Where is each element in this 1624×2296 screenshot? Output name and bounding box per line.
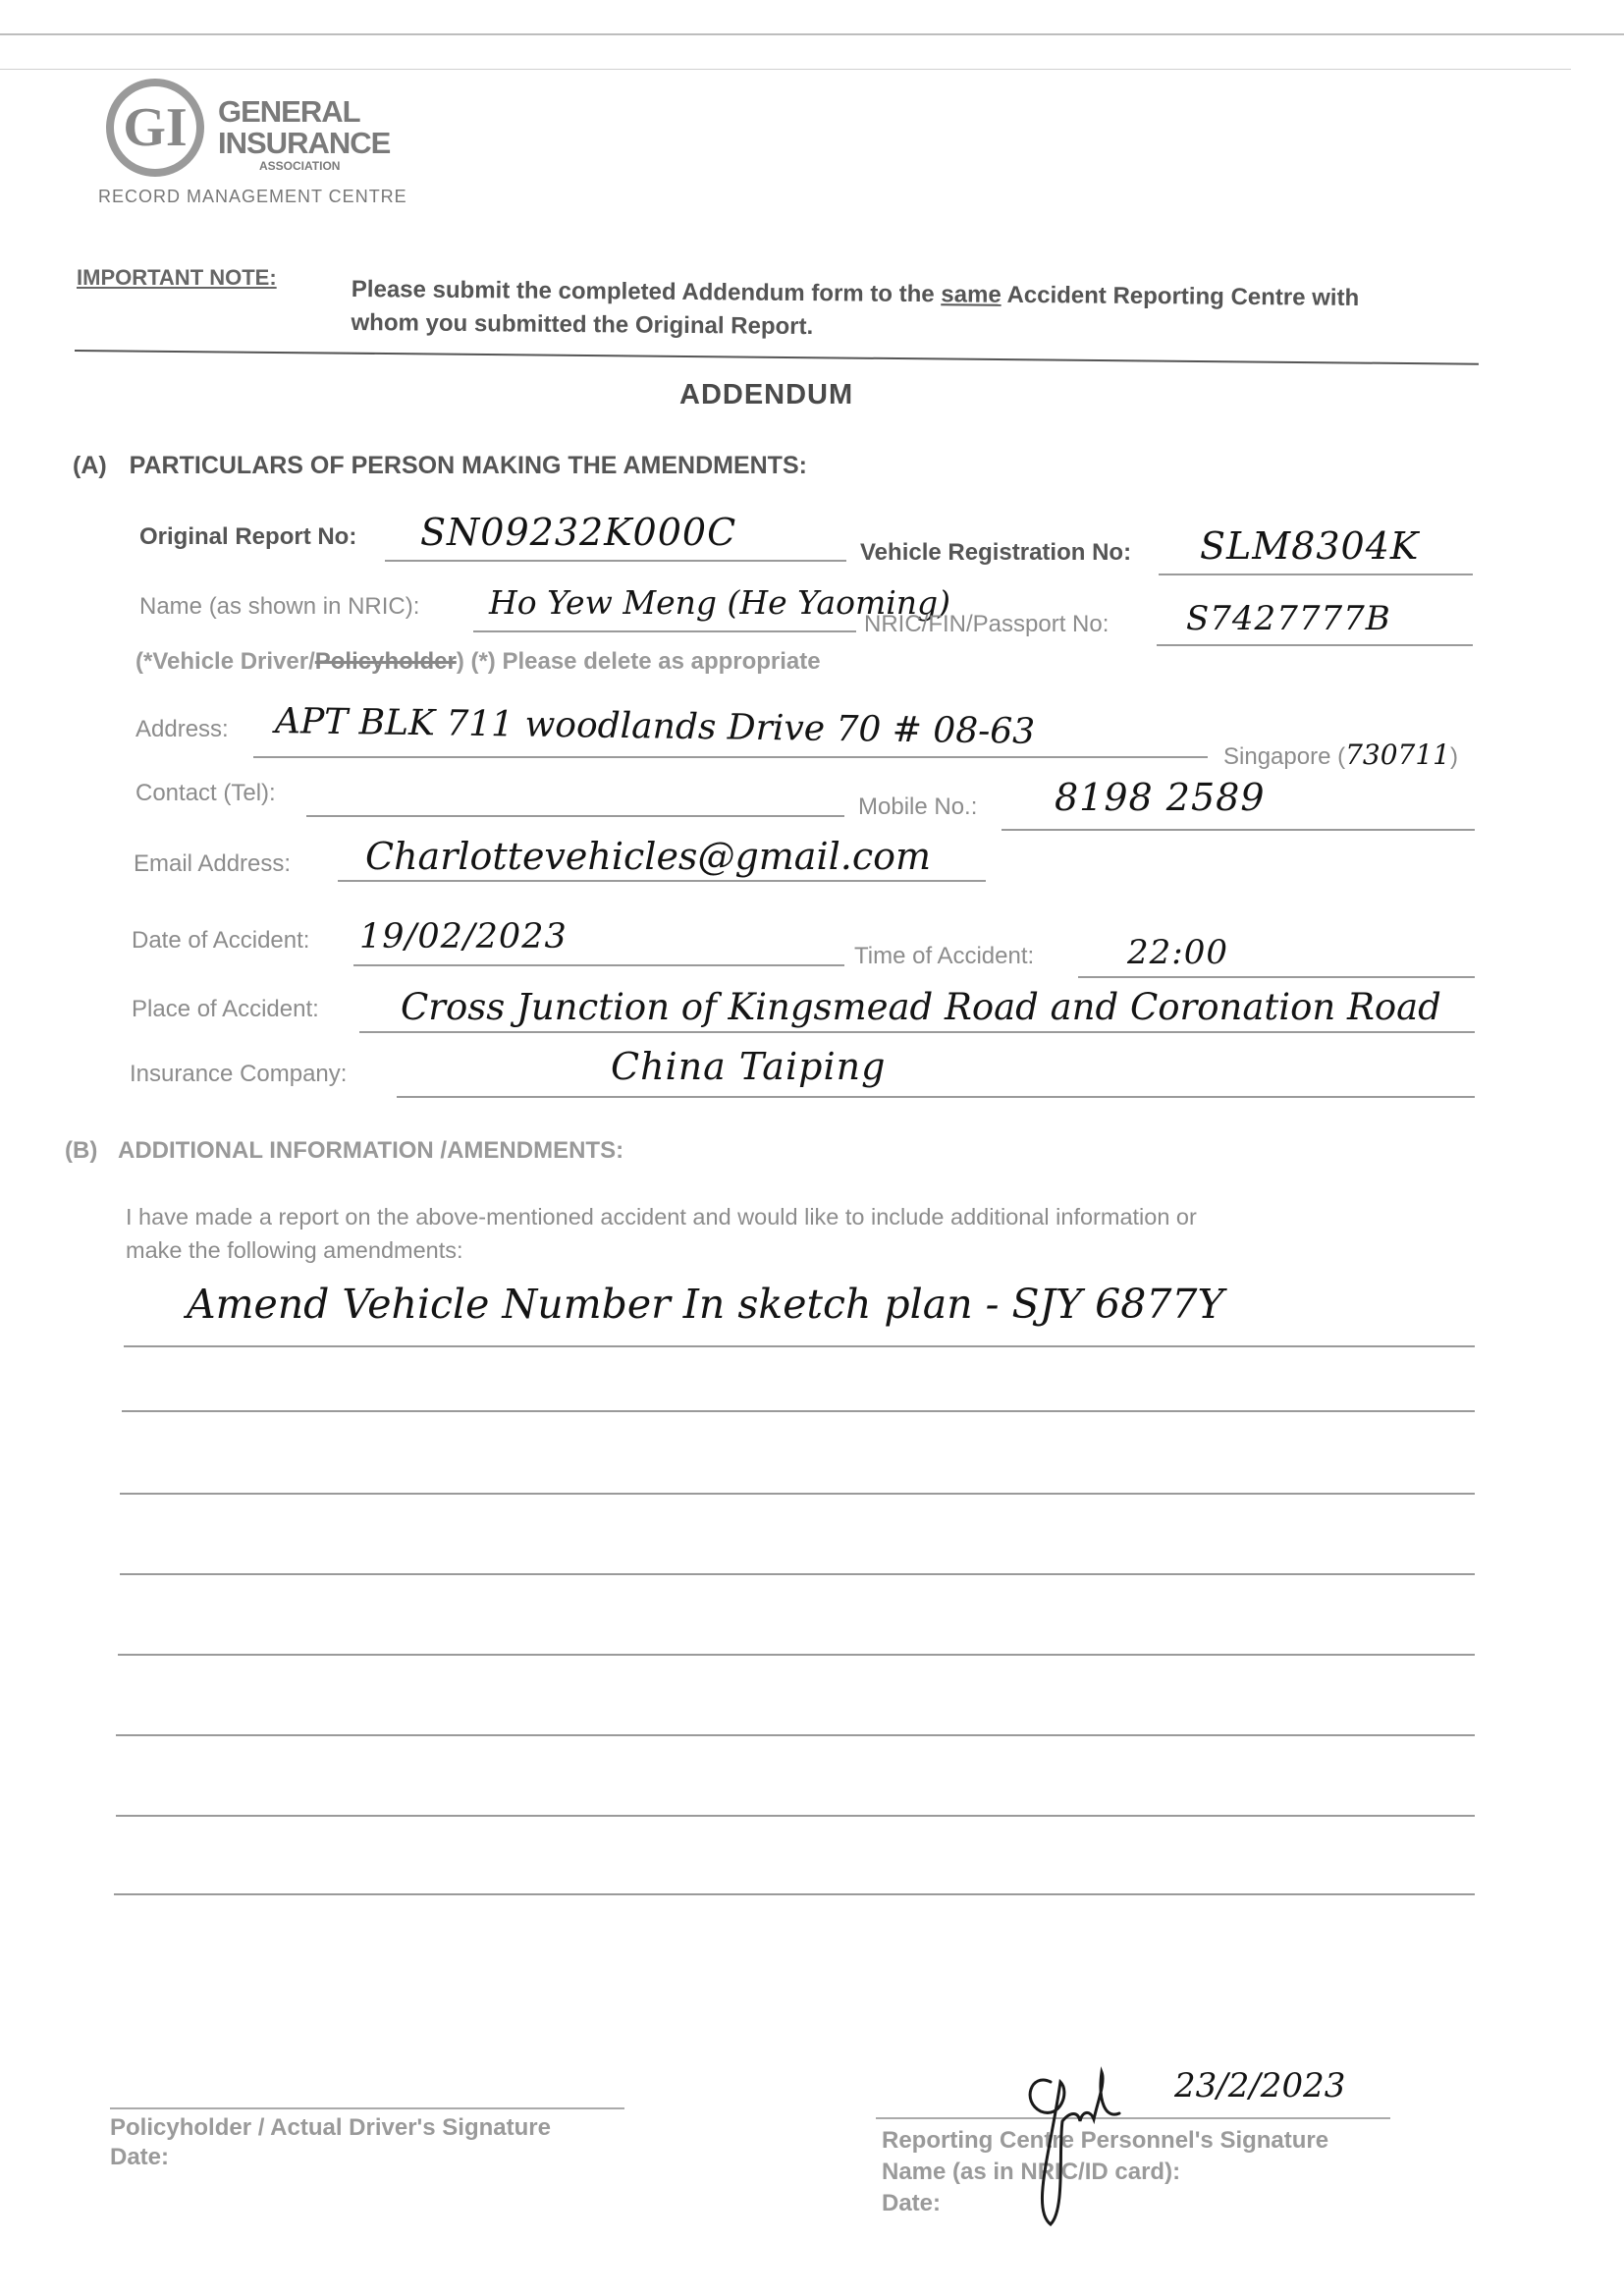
time-line (1078, 976, 1475, 978)
singapore-label: Singapore ( (1223, 743, 1346, 770)
personnel-name-label: Name (as in NRIC/ID card): (882, 2159, 1181, 2185)
intro-line2: make the following amendments: (126, 1237, 463, 1263)
report-no-value[interactable]: SN09232K000C (420, 511, 737, 554)
driver-signature-block (110, 2113, 551, 2172)
date-label: Date of Accident: (132, 927, 310, 954)
singapore-postal (1223, 738, 1458, 771)
amendment-line-2 (122, 1410, 1475, 1412)
singapore-close: ) (1449, 743, 1458, 770)
driver-signature-line (110, 2107, 624, 2109)
nric-value[interactable]: S7427777B (1186, 599, 1391, 638)
email-label: Email Address: (134, 850, 292, 877)
important-note-label: IMPORTANT NOTE: (77, 265, 277, 290)
section-b-heading (65, 1137, 623, 1165)
logo-line3: ASSOCIATION (259, 159, 341, 173)
place-value[interactable]: Cross Junction of Kingsmead Road and Coronation Road (401, 986, 1441, 1028)
mobile-value[interactable]: 8198 2589 (1055, 776, 1266, 819)
insurer-label: Insurance Company: (130, 1061, 348, 1087)
vehicle-reg-label: Vehicle Registration No: (860, 539, 1132, 566)
insurer-line (397, 1096, 1475, 1098)
section-b-letter: (B) (65, 1137, 98, 1164)
header-divider (75, 350, 1479, 365)
date-line (353, 964, 844, 966)
amendment-line-4 (120, 1573, 1475, 1575)
nric-label: NRIC/FIN/Passport No: (864, 611, 1110, 637)
amendment-line-1 (124, 1345, 1475, 1347)
amendment-line-8 (114, 1893, 1475, 1895)
contact-line (306, 815, 844, 817)
intro-line1: I have made a report on the above-mentioned accident and would like to include additional information or (126, 1204, 1197, 1230)
nric-line (1157, 644, 1473, 646)
section-a-title: PARTICULARS OF PERSON MAKING THE AMENDMENTS: (129, 452, 807, 479)
gia-logo-icon: GI (106, 79, 204, 177)
signed-date: 23/2/2023 (1174, 2066, 1346, 2105)
logo-line2: INSURANCE (218, 126, 391, 160)
note-text-after: Accident Reporting Centre with (1001, 281, 1360, 311)
section-a-heading (73, 452, 807, 480)
vehicle-reg-value[interactable]: SLM8304K (1200, 524, 1420, 568)
driver-date-label: Date: (110, 2144, 170, 2170)
name-label: Name (as shown in NRIC): (139, 593, 420, 620)
email-value[interactable]: Charlottevehicles@gmail.com (365, 835, 932, 878)
form-title: ADDENDUM (679, 379, 854, 410)
handwritten-signature-icon (992, 2043, 1188, 2239)
role-suffix: ) (*) Please delete as appropriate (456, 648, 821, 675)
section-b-title: ADDITIONAL INFORMATION /AMENDMENTS: (118, 1137, 624, 1164)
postal-value[interactable]: 730711 (1345, 738, 1450, 771)
contact-label: Contact (Tel): (135, 780, 276, 806)
amendment-line-3 (120, 1493, 1475, 1495)
mobile-label: Mobile No.: (858, 793, 978, 820)
personnel-signature-label: Reporting Centre Personnel's Signature (882, 2127, 1329, 2154)
amendment-text[interactable]: Amend Vehicle Number In sketch plan - SJY 6877Y (187, 1281, 1224, 1328)
amendment-line-5 (118, 1654, 1475, 1656)
note-text-before: Please submit the completed Addendum form to the (351, 275, 942, 308)
driver-signature-label: Policyholder / Actual Driver's Signature (110, 2114, 551, 2141)
note-text-underlined: same (941, 281, 1001, 308)
note-text-line2: whom you submitted the Original Report. (351, 308, 814, 341)
logo-subtitle: RECORD MANAGEMENT CENTRE (98, 187, 407, 206)
place-line (359, 1031, 1475, 1033)
time-value[interactable]: 22:00 (1127, 933, 1228, 972)
report-no-label: Original Report No: (139, 523, 357, 550)
amendment-line-7 (116, 1815, 1475, 1817)
amendment-line-6 (116, 1734, 1475, 1736)
date-value[interactable]: 19/02/2023 (359, 917, 568, 957)
email-line (338, 880, 986, 882)
important-note-text (351, 273, 1359, 349)
section-b-intro (126, 1200, 1197, 1267)
place-label: Place of Accident: (132, 996, 319, 1022)
role-instruction (135, 648, 821, 676)
scan-top-border (0, 33, 1624, 35)
logo-line1: GENERAL (218, 94, 360, 129)
mobile-line (1001, 829, 1475, 831)
role-struck: Policyholder (314, 648, 457, 675)
vehicle-reg-line (1159, 574, 1473, 575)
name-line (473, 630, 856, 632)
role-prefix: (*Vehicle Driver/ (135, 648, 315, 675)
section-a-letter: (A) (73, 452, 107, 479)
scan-top-border-2 (0, 69, 1571, 70)
personnel-date-label: Date: (882, 2190, 942, 2216)
address-line (253, 756, 1208, 758)
report-no-line (385, 560, 846, 562)
address-label: Address: (135, 716, 229, 742)
name-value[interactable]: Ho Yew Meng (He Yaoming) (489, 583, 951, 622)
address-value[interactable]: APT BLK 711 woodlands Drive 70 # 08-63 (274, 701, 1036, 752)
time-label: Time of Accident: (854, 943, 1035, 969)
insurer-value[interactable]: China Taiping (611, 1045, 887, 1088)
